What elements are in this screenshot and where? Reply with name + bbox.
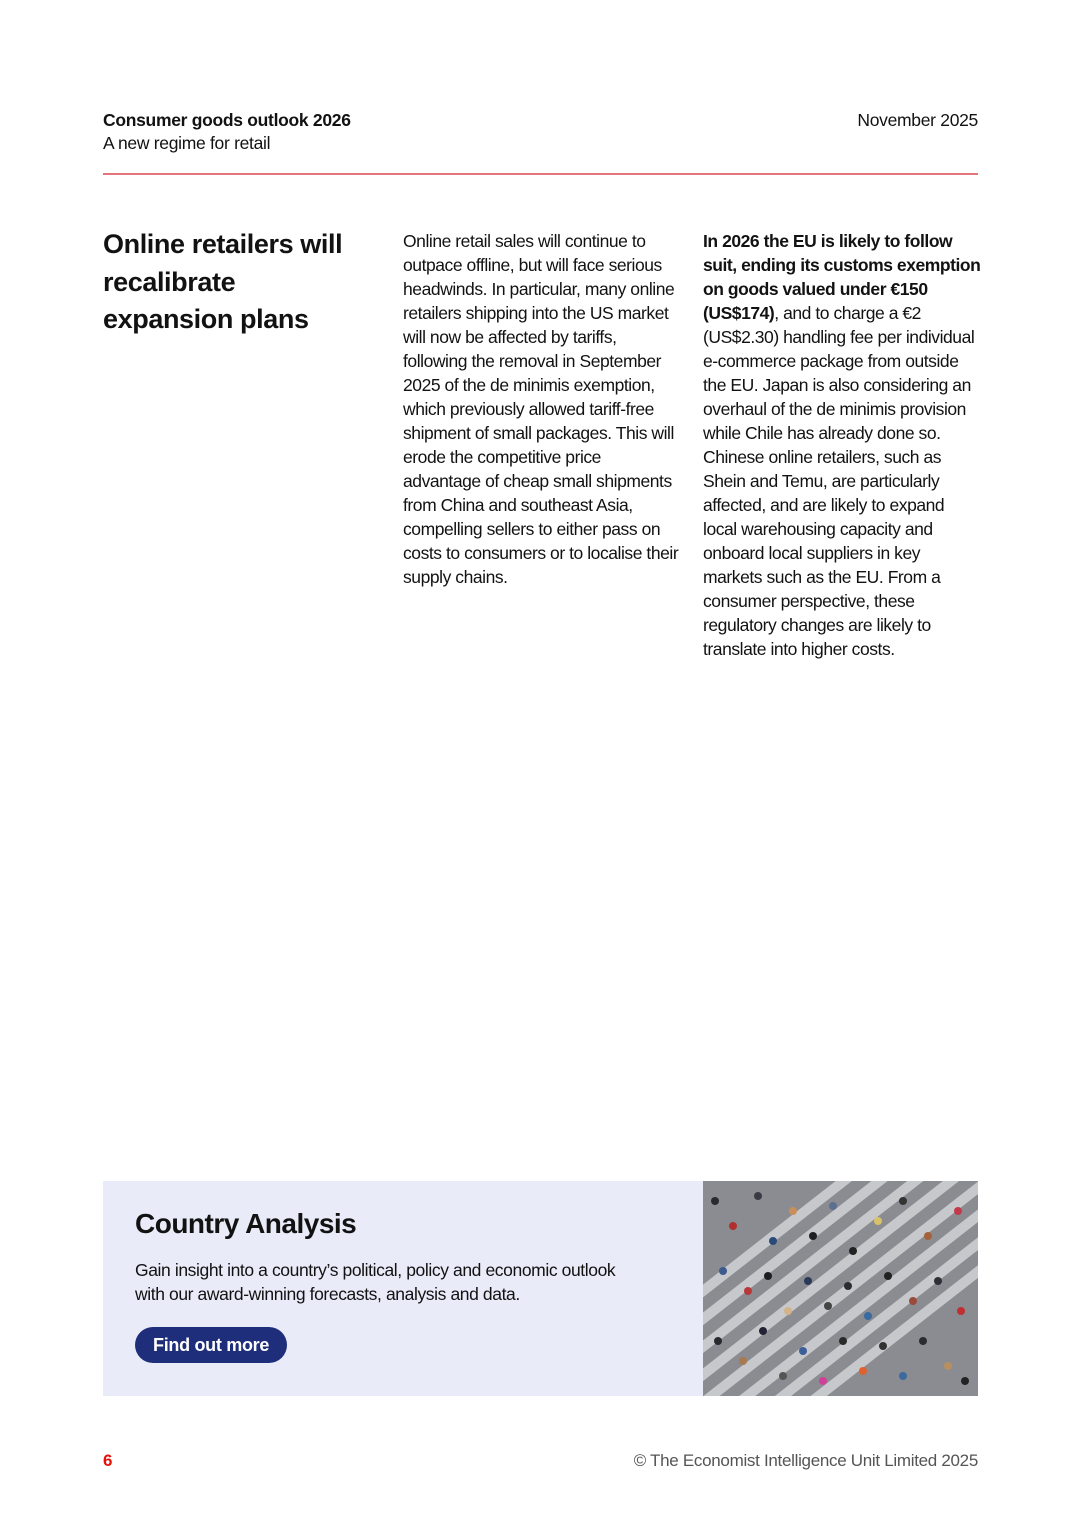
promo-title: Country Analysis: [135, 1208, 357, 1239]
body-text: , and to charge a €2 (US$2.30) handling fee per individual e-commerce package from outside the EU. Japan is also considering an overhaul of the de minimis provision while Chile has already done so. Chinese online retailers, such as Shein and Temu, are particularly affected, and are likely to expand local warehousing capacity and onboard local suppliers in key markets such as the EU. From a consumer perspective, these regulatory changes are likely to translate into higher costs.: [703, 303, 975, 659]
country-analysis-promo: [103, 1181, 978, 1396]
crowd-crosswalk-photo: [703, 1181, 978, 1396]
section-heading: Online retailers will recalibrate expansion plans: [103, 229, 343, 334]
page-header: [103, 109, 978, 155]
header-divider: [103, 173, 978, 175]
lead-in-bold: In 2026 the EU is likely to follow suit, ending its customs exemption on goods valued under €150 (US$174): [703, 231, 981, 323]
page-footer: [103, 1451, 978, 1471]
report-date: November 2025: [857, 110, 978, 130]
report-subtitle: A new regime for retail: [103, 133, 271, 153]
promo-description: Gain insight into a country’s political, policy and economic outlook with our award-winning forecasts, analysis and data.: [135, 1260, 616, 1304]
report-title: Consumer goods outlook 2026: [103, 110, 351, 130]
crowd-image-icon: [703, 1181, 978, 1396]
page-number: 6: [103, 1451, 113, 1470]
body-column-2: [703, 229, 981, 661]
find-out-more-button[interactable]: Find out more: [135, 1327, 287, 1363]
body-column-1: Online retail sales will continue to outpace offline, but will face serious headwinds. In particular, many online retailers shipping into the US market will now be affected by tariffs, following the removal in September 2025 of the de minimis exemption, which previously allowed tariff-free shipment of small packages. This will erode the competitive price advantage of cheap small shipments from China and southeast Asia, compelling sellers to either pass on costs to consumers or to localise their supply chains.: [403, 231, 679, 587]
copyright-notice: © The Economist Intelligence Unit Limited 2025: [633, 1451, 978, 1470]
